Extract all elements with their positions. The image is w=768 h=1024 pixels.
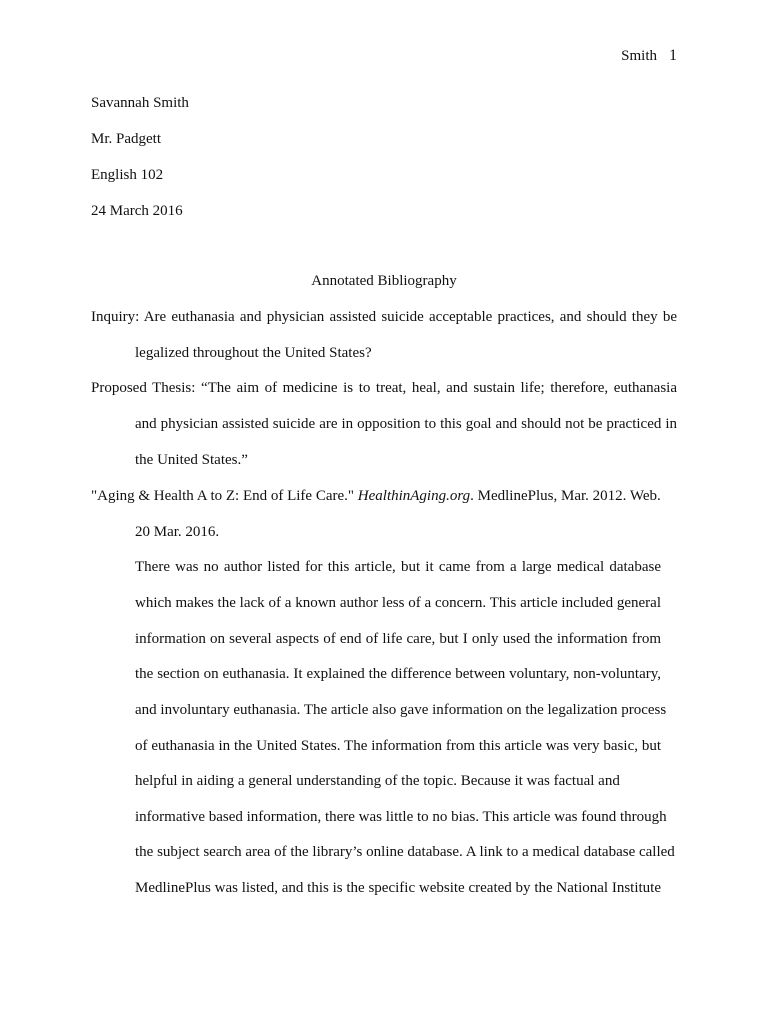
course-name: English 102 bbox=[91, 167, 164, 183]
student-name: Savannah Smith bbox=[91, 95, 189, 111]
citation-publication: . MedlinePlus, Mar. 2012. Web. bbox=[470, 488, 661, 504]
inquiry-line-1: Inquiry: Are euthanasia and physician assisted suicide acceptable practices, and should they be bbox=[91, 309, 677, 325]
page-number: 1 bbox=[669, 47, 677, 64]
annotation-line: and involuntary euthanasia. The article also gave information on the legalization process bbox=[135, 702, 667, 718]
running-head-surname: Smith bbox=[621, 48, 657, 64]
citation-line-1 bbox=[91, 487, 661, 505]
date-line: 24 March 2016 bbox=[91, 203, 183, 219]
annotation-line: helpful in aiding a general understanding of the topic. Because it was factual and bbox=[135, 773, 620, 789]
thesis-line-1: Proposed Thesis: “The aim of medicine is to treat, heal, and sustain life; therefore, euthanasia bbox=[91, 380, 677, 396]
document-title: Annotated Bibliography bbox=[311, 273, 457, 289]
annotation-line: of euthanasia in the United States. The information from this article was very basic, but bbox=[135, 738, 661, 754]
annotation-line: There was no author listed for this article, but it came from a large medical database bbox=[135, 559, 661, 575]
annotation-line: MedlinePlus was listed, and this is the specific website created by the National Institute bbox=[135, 880, 661, 896]
annotation-line: the section on euthanasia. It explained the difference between voluntary, non-voluntary, bbox=[135, 666, 661, 682]
instructor-name: Mr. Padgett bbox=[91, 131, 161, 147]
citation-title: "Aging & Health A to Z: End of Life Care." bbox=[91, 488, 355, 504]
annotation-line: informative based information, there was little to no bias. This article was found through bbox=[135, 809, 667, 825]
citation-line-2: 20 Mar. 2016. bbox=[135, 524, 220, 540]
annotation-line: the subject search area of the library’s online database. A link to a medical database called bbox=[135, 844, 675, 860]
annotation-line: information on several aspects of end of life care, but I only used the information from bbox=[135, 631, 661, 647]
inquiry-line-2: legalized throughout the United States? bbox=[135, 345, 372, 361]
running-head bbox=[621, 47, 677, 65]
annotation-line: which makes the lack of a known author less of a concern. This article included general bbox=[135, 595, 661, 611]
citation-website: HealthinAging.org bbox=[357, 488, 471, 504]
thesis-line-2: and physician assisted suicide are in opposition to this goal and should not be practiced in bbox=[135, 416, 677, 432]
thesis-line-3: the United States.” bbox=[135, 452, 248, 468]
